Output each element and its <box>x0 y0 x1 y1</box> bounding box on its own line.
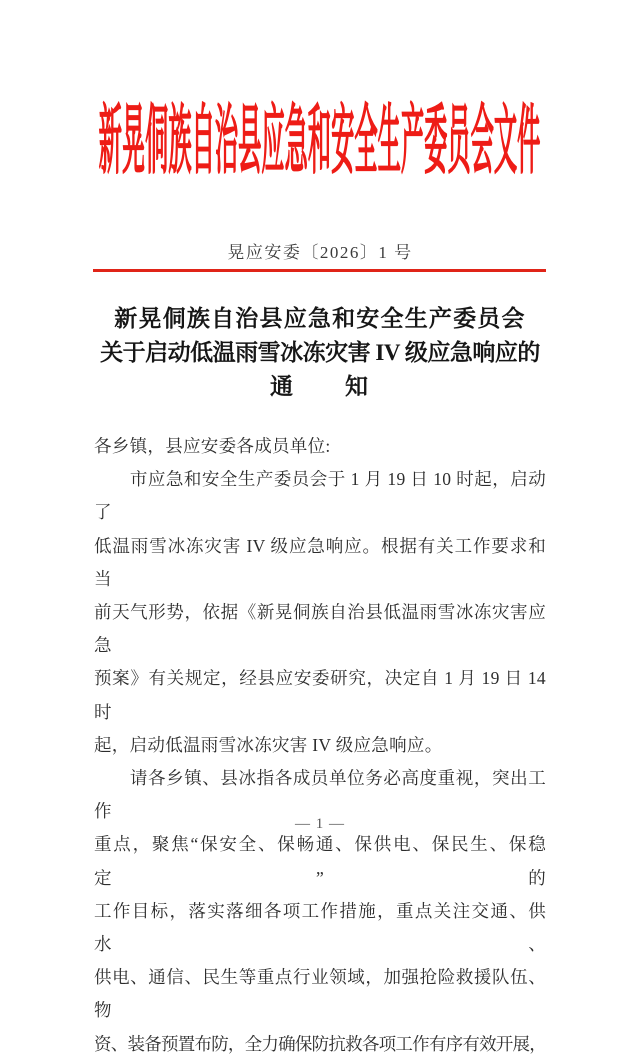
body-line: 前天气形势，依据《新晃侗族自治县低温雨雪冰冻灾害应急 <box>94 602 546 656</box>
body-line: 市应急和安全生产委员会于 1 月 19 日 10 时起，启动了 <box>94 469 546 523</box>
body-line: 资、装备预置布防，全力确保防抗救各项工作有序有效开展， <box>94 1033 546 1054</box>
body-line: 起，启动低温雨雪冰冻灾害 IV 级应急响应。 <box>94 734 443 755</box>
document-title-line-1: 新晃侗族自治县应急和安全生产委员会 <box>114 306 526 331</box>
red-header-banner <box>0 92 640 185</box>
page-number: — 1 — <box>295 816 345 832</box>
document-number: 晃应安委〔2026〕1 号 <box>227 243 413 262</box>
body-line: 预案》有关规定，经县应安委研究，决定自 1 月 19 日 14 时 <box>94 668 546 722</box>
salutation-line: 各乡镇，县应安委各成员单位: <box>94 436 331 456</box>
red-separator-line <box>93 269 546 272</box>
body-line: 供电、通信、民生等重点行业领域，加强抢险救援队伍、物 <box>94 967 546 1021</box>
document-body <box>94 430 546 1061</box>
body-line: 请各乡镇、县冰指各成员单位务必高度重视，突出工作 <box>94 768 546 822</box>
red-header-banner-text: 新晃侗族自治县应急和安全生产委员会文件 <box>99 102 541 185</box>
document-title-line-3: 通 知 <box>270 374 370 399</box>
document-title-line-2: 关于启动低温雨雪冰冻灾害 IV 级应急响应的 <box>100 340 540 365</box>
body-line: 重点，聚焦“保安全、保畅通、保供电、保民生、保稳定”的 <box>94 834 546 888</box>
body-line: 低温雨雪冰冻灾害 IV 级应急响应。根据有关工作要求和当 <box>94 535 546 589</box>
document-title <box>60 302 580 404</box>
body-line: 工作目标，落实落细各项工作措施，重点关注交通、供水、 <box>94 900 546 955</box>
